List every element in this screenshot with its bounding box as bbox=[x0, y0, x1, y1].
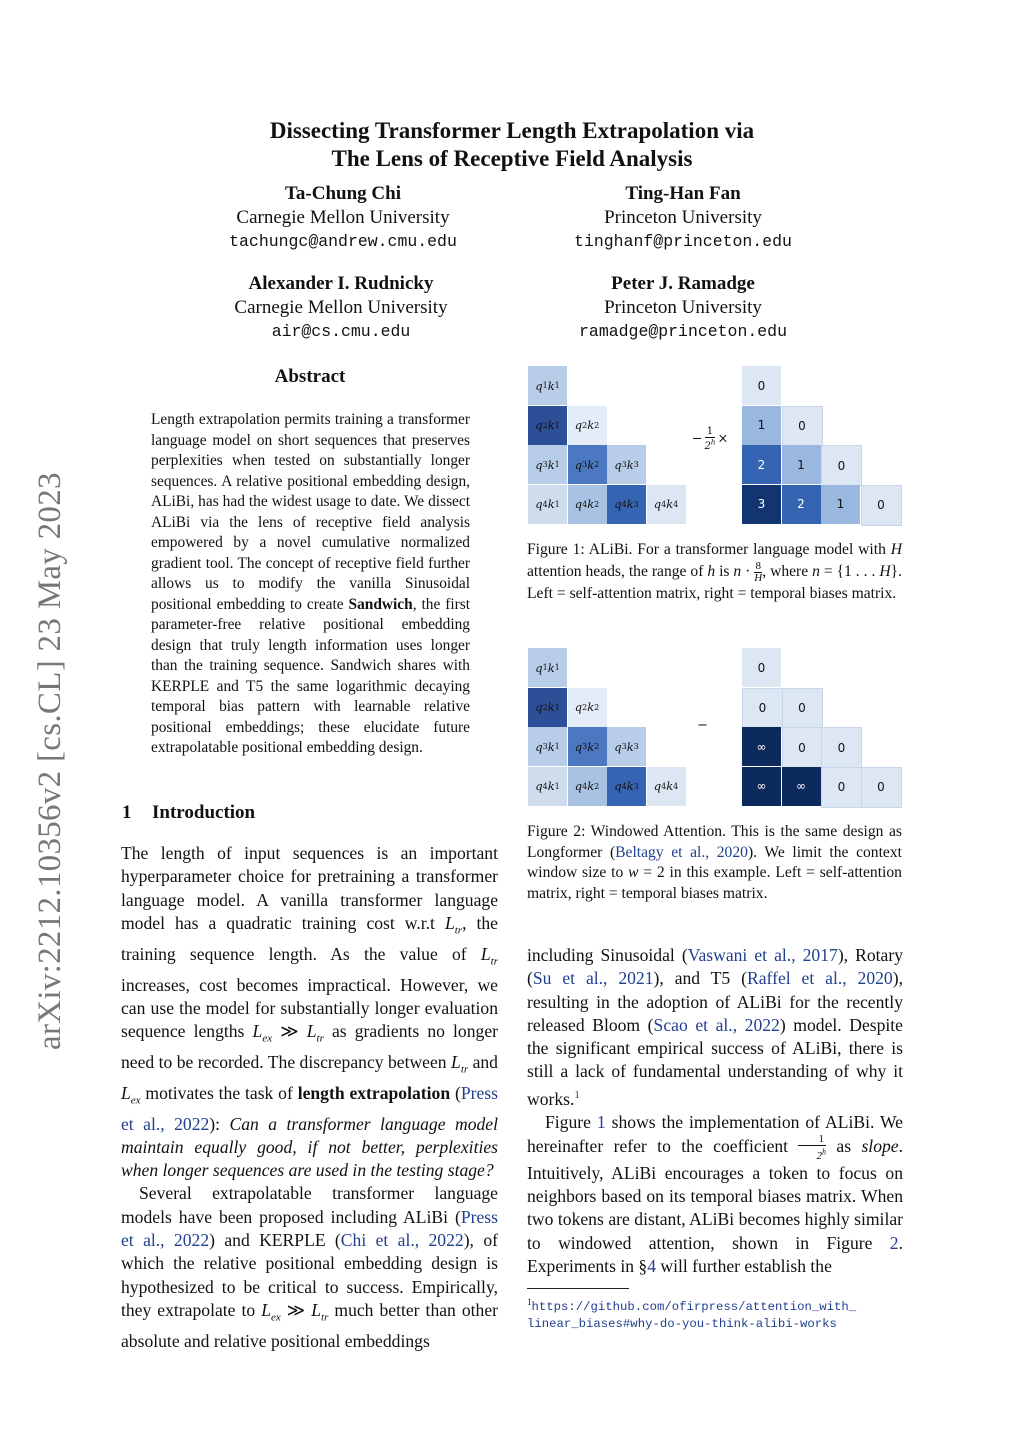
matrix-cell: q 3 k 3 bbox=[607, 727, 646, 766]
matrix-cell: q 4 k 1 bbox=[528, 767, 567, 806]
bias-cell: 0 bbox=[782, 688, 823, 729]
bias-cell: 0 bbox=[821, 767, 862, 808]
bias-cell: ∞ bbox=[742, 727, 781, 766]
minus-operator: − bbox=[697, 718, 708, 733]
matrix-cell: q 1 k 1 bbox=[528, 648, 567, 687]
author-block bbox=[191, 272, 491, 344]
author-affiliation: Carnegie Mellon University bbox=[234, 297, 448, 318]
matrix-cell: q 2 k 2 bbox=[568, 688, 607, 727]
matrix-cell: q 2 k 1 bbox=[528, 688, 567, 727]
bias-cell: 2 bbox=[782, 485, 821, 524]
author-block bbox=[193, 182, 493, 254]
bias-cell: ∞ bbox=[782, 767, 821, 806]
bias-cell: 2 bbox=[742, 445, 781, 484]
author-name: Peter J. Ramadge bbox=[611, 273, 755, 294]
intro-right-column bbox=[527, 944, 903, 1278]
slope-operator: − $\frac{1}{2^h}$ × bbox=[691, 426, 729, 453]
citation-link[interactable]: Scao et al., 2022 bbox=[653, 1014, 780, 1035]
author-name: Alexander I. Rudnicky bbox=[248, 273, 434, 294]
bias-cell: 3 bbox=[742, 485, 781, 524]
citation-link[interactable]: Su et al., 2021 bbox=[532, 968, 654, 989]
footnote-link[interactable]: linear_biases#why-do-you-think-alibi-works bbox=[527, 1317, 837, 1332]
section-ref-link[interactable]: 4 bbox=[647, 1256, 656, 1277]
citation-link[interactable]: Press et al., 2022 bbox=[121, 1082, 498, 1134]
author-block bbox=[533, 272, 833, 344]
author-affiliation: Princeton University bbox=[604, 297, 762, 318]
matrix-cell: q 3 k 2 bbox=[568, 727, 607, 766]
matrix-cell: q 2 k 1 bbox=[528, 406, 567, 445]
author-email: tachungc@andrew.cmu.edu bbox=[229, 232, 457, 251]
figure-ref-link[interactable]: 2 bbox=[889, 1232, 899, 1253]
author-block bbox=[533, 182, 833, 254]
bias-cell: 1 bbox=[742, 406, 781, 445]
matrix-cell: q 3 k 1 bbox=[528, 445, 567, 484]
matrix-cell: q 3 k 2 bbox=[568, 445, 607, 484]
author-email: tinghanf@princeton.edu bbox=[574, 232, 792, 251]
figure-2-caption: Figure 2: Windowed Attention. This is the same design as Longformer (Beltagy et al., 2020). We limit the context window size to w = 2 in this example. Left = self-attention matrix, right = temporal biases matrix. bbox=[527, 823, 902, 902]
arxiv-side-label: arXiv:2212.10356v2 [cs.CL] 23 May 2023 bbox=[32, 472, 68, 1050]
footnote-rule bbox=[527, 1288, 629, 1289]
matrix-cell: q 4 k 2 bbox=[568, 767, 607, 806]
bias-cell: 0 bbox=[782, 727, 823, 768]
citation-link[interactable]: Raffel et al., 2020 bbox=[747, 968, 893, 989]
paragraph: The length of input sequences is an important hyperparameter choice for pretraining a transformer language model. A vanilla transformer language model has a quadratic training cost w.r.t $L_{tr}$, the training sequence length. As the value of $L_{tr}$ increases, cost becomes impractical. However, we can use the model for substantially longer evaluation sequence lengths $L_{ex}$ ≫ $L_{tr}$ as gradients no longer need to be recorded. The discrepancy between $L_{tr}$ and $L_{ex}$ motivates the task of length extrapolation (Press et al., 2022): Can a transformer language model maintain equally good, if not better, perplexities when longer sequences are used in the testing stage? bbox=[121, 843, 498, 1181]
author-affiliation: Princeton University bbox=[604, 207, 762, 228]
figure-1-caption: Figure 1: ALiBi. For a transformer language model with H attention heads, the range of h is n · $\frac{8}{H}$ , where n = {1 . . . H}. Left = self-attention matrix, right = temporal biases matrix. bbox=[527, 541, 902, 602]
bias-cell: 0 bbox=[821, 445, 862, 486]
figure-ref-link[interactable]: 1 bbox=[596, 1111, 606, 1132]
title-line-2: The Lens of Receptive Field Analysis bbox=[331, 146, 693, 171]
bias-cell: 0 bbox=[742, 366, 781, 405]
author-name: Ta-Chung Chi bbox=[285, 183, 401, 204]
author-email: air@cs.cmu.edu bbox=[271, 322, 411, 341]
bias-cell: 1 bbox=[782, 445, 821, 484]
matrix-cell: q 3 k 3 bbox=[607, 445, 646, 484]
author-affiliation: Carnegie Mellon University bbox=[236, 207, 450, 228]
matrix-cell: q 2 k 2 bbox=[568, 406, 607, 445]
paragraph: Several extrapolatable transformer language models have been proposed including ALiBi (Press et al., 2022) and KERPLE (Chi et al., 2022), of which the relative positional embedding design is hypothesized to be critical to success. Empirically, they extrapolate to $L_{ex}$ ≫ $L_{tr}$ much better than other absolute and relative positional embeddings bbox=[121, 1183, 499, 1351]
matrix-cell: q 4 k 4 bbox=[647, 485, 686, 524]
bias-cell: 1 bbox=[821, 485, 860, 524]
abstract-text: Length extrapolation permits training a transformer language model on short sequences that preserves perplexities when tested on substantially longer sequences. A relative positional embedding design, ALiBi, has had the widest usage to date. We dissect ALiBi via the lens of receptive field analysis empowered by a novel cumulative normalized gradient tool. The concept of receptive field further allows us to modify the vanilla Sinusoidal positional embedding to create Sandwich, the first parameter-free relative positional embedding design that truly length information uses longer than the training sequence. Sandwich shares with KERPLE and T5 the same logarithmic decaying temporal bias pattern with learnable relative positional embeddings; these elucidate future extrapolatable positional embedding design. bbox=[151, 411, 470, 756]
matrix-cell: q 4 k 4 bbox=[647, 767, 686, 806]
bias-cell: 0 bbox=[782, 406, 823, 447]
footnote-marker[interactable]: 1 bbox=[574, 1088, 580, 1101]
footnote-link[interactable]: https://github.com/ofirpress/attention_with_ bbox=[531, 1300, 857, 1315]
matrix-cell: q 4 k 2 bbox=[568, 485, 607, 524]
matrix-cell: q 3 k 1 bbox=[528, 727, 567, 766]
intro-left-column bbox=[121, 842, 498, 1353]
abstract-heading: Abstract bbox=[274, 366, 346, 387]
paragraph: including Sinusoidal (Vaswani et al., 2017), Rotary (Su et al., 2021), and T5 (Raffel et al., 2020), resulting in the adoption of ALiBi for the recently released Bloom (Scao et al., 2022) model. Despite the significant empirical success of ALiBi, there is still a lack of fundamental understanding of why it works.$^1$ bbox=[527, 945, 904, 1109]
bias-cell: ∞ bbox=[742, 767, 781, 806]
author-email: ramadge@princeton.edu bbox=[579, 322, 787, 341]
title-line-1: Dissecting Transformer Length Extrapolation via bbox=[269, 118, 755, 143]
citation-link[interactable]: Vaswani et al., 2017 bbox=[687, 945, 838, 965]
section-heading-introduction: 1 Introduction bbox=[122, 802, 256, 823]
paragraph: Figure 1 shows the implementation of ALiBi. We hereinafter refer to the coefficient $\frac{1}{2^h}$ as slope. Intuitively, ALiBi encourages a token to focus on neighbors based on its temporal biases matrix. When two tokens are distant, ALiBi becomes highly similar to windowed attention, shown in Figure 2. Experiments in §4 will further establish the bbox=[527, 1111, 903, 1277]
citation-link[interactable]: Press et al., 2022 bbox=[121, 1206, 498, 1251]
author-name: Ting-Han Fan bbox=[625, 183, 741, 204]
matrix-cell: q 4 k 3 bbox=[607, 767, 646, 806]
bias-cell: 0 bbox=[861, 767, 902, 808]
matrix-cell: q 4 k 1 bbox=[528, 485, 567, 524]
bias-cell: 0 bbox=[821, 727, 862, 768]
footnote: $^1$https://github.com/ofirpress/attention_with_ linear_biases#why-do-you-think-alibi-works bbox=[527, 1297, 857, 1332]
bias-cell: 0 bbox=[742, 688, 783, 729]
citation-link[interactable]: Beltagy et al., 2020 bbox=[615, 843, 748, 861]
citation-link[interactable]: Chi et al., 2022 bbox=[340, 1230, 464, 1251]
paper-title bbox=[212, 117, 812, 173]
matrix-cell: q 4 k 3 bbox=[607, 485, 646, 524]
matrix-cell: q 1 k 1 bbox=[528, 366, 567, 405]
bias-cell: 0 bbox=[861, 485, 902, 526]
bias-cell: 0 bbox=[742, 648, 781, 687]
